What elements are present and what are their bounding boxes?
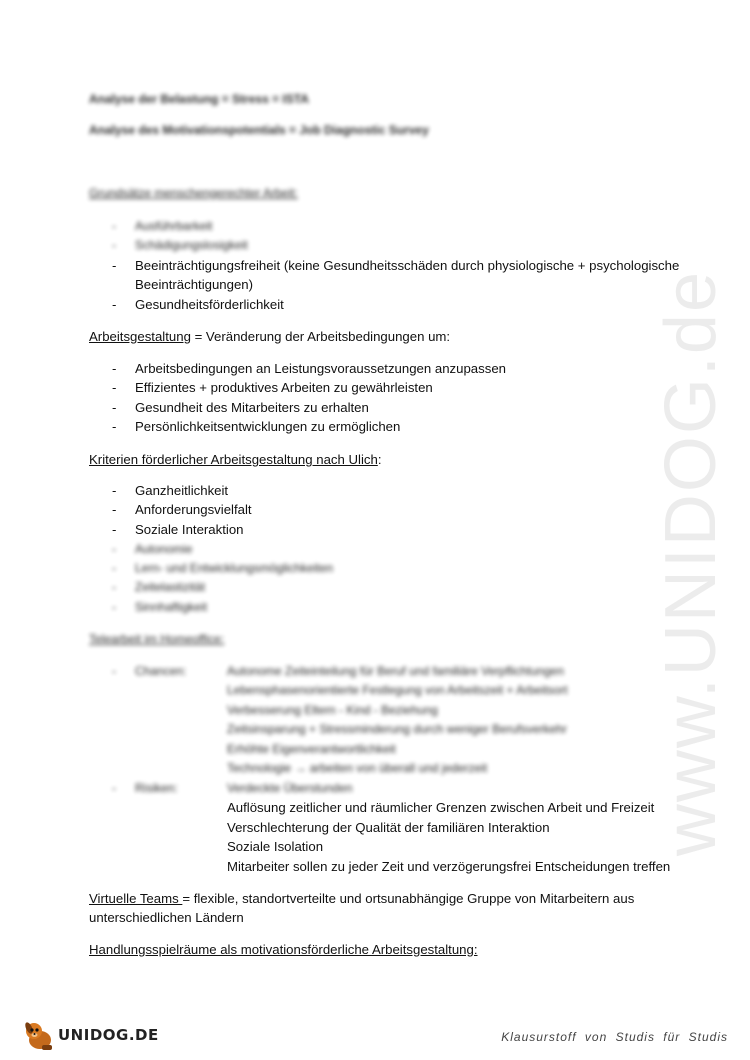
definition-virtuelle-teams: Virtuelle Teams = flexible, standortverteilte und ortsunabhängige Gruppe von Mitarbeitern aus <box>89 891 635 906</box>
definition-virtuelle-teams-line2: unterschiedlichen Ländern <box>89 910 244 925</box>
list-item: - Schädigungslosigkeit <box>112 238 248 252</box>
list-item: - Beeinträchtigungsfreiheit (keine Gesundheitsschäden durch physiologische + psychologische <box>112 258 680 273</box>
definition-arbeitsgestaltung: Arbeitsgestaltung = Veränderung der Arbeitsbedingungen um: <box>89 329 451 344</box>
header-line-1: Analyse der Belastung = Stress = ISTA <box>89 92 309 106</box>
section-title-handlungsspielraeume: Handlungsspielräume als motivationsförderliche Arbeitsgestaltung: <box>89 942 478 957</box>
section-title-telearbeit: Telearbeit im Homeoffice: <box>89 632 225 646</box>
list-item: - Gesundheit des Mitarbeiters zu erhalten <box>112 400 369 415</box>
risiken-item: Auflösung zeitlicher und räumlicher Grenzen zwischen Arbeit und Freizeit <box>227 800 655 815</box>
list-item: - Autonomie <box>112 542 193 556</box>
chancen-item: Erhöhte Eigenverantwortlichkeit <box>227 742 396 756</box>
risiken-item: Verdeckte Überstunden <box>227 781 353 795</box>
section-title-kriterien: Kriterien förderlicher Arbeitsgestaltung nach Ulich: <box>89 452 382 467</box>
list-item: - Ganzheitlichkeit <box>112 483 229 498</box>
chancen-item: Zeitsinsparung + Stressminderung durch weniger Berufsverkehr <box>227 722 567 736</box>
risiken-item: Verschlechterung der Qualität der familiären Interaktion <box>227 820 550 835</box>
risiken-label: - Risiken: <box>112 781 178 795</box>
list-item-continuation: Beeinträchtigungen) <box>135 277 254 292</box>
list-item: - Zeitelastizität <box>112 580 206 594</box>
chancen-item: Lebensphasenorientierte Festlegung von Arbeitszeit + Arbeitsort <box>227 683 568 697</box>
list-item: - Sinnhaftigkeit <box>112 600 208 614</box>
footer-logo-text: UNIDOG.DE <box>58 1026 159 1044</box>
dog-mascot-icon <box>22 1018 56 1052</box>
list-item: - Ausführbarkeit <box>112 219 213 233</box>
header-line-2: Analyse des Motivationspotentials = Job Diagnostic Survey <box>89 123 429 137</box>
section-title-grundsaetze: Grundsätze menschengerechter Arbeit: <box>89 186 298 200</box>
list-item: - Arbeitsbedingungen an Leistungsvoraussetzungen anzupassen <box>112 361 506 376</box>
list-item: - Anforderungsvielfalt <box>112 502 252 517</box>
chancen-label: - Chancen: <box>112 664 187 678</box>
list-item: - Persönlichkeitsentwicklungen zu ermöglichen <box>112 419 401 434</box>
footer-tagline: Klausurstoff von Studis für Studis <box>501 1030 728 1044</box>
list-item: - Lern- und Entwicklungsmöglichkeiten <box>112 561 334 575</box>
chancen-item: Technologie → arbeiten von überall und jederzeit <box>227 761 488 775</box>
footer-logo[interactable] <box>22 1018 159 1052</box>
chancen-item: Verbesserung Eltern - Kind - Beziehung <box>227 703 438 717</box>
risiken-item: Soziale Isolation <box>227 839 324 854</box>
risiken-item: Mitarbeiter sollen zu jeder Zeit und verzögerungsfrei Entscheidungen treffen <box>227 859 671 874</box>
watermark: www.UNIDOG.de <box>651 270 731 857</box>
list-item: - Soziale Interaktion <box>112 522 244 537</box>
list-item: - Effizientes + produktives Arbeiten zu gewährleisten <box>112 380 433 395</box>
chancen-item: Autonome Zeiteinteilung für Beruf und familiäre Verpflichtungen <box>227 664 564 678</box>
list-item: - Gesundheitsförderlichkeit <box>112 297 284 312</box>
